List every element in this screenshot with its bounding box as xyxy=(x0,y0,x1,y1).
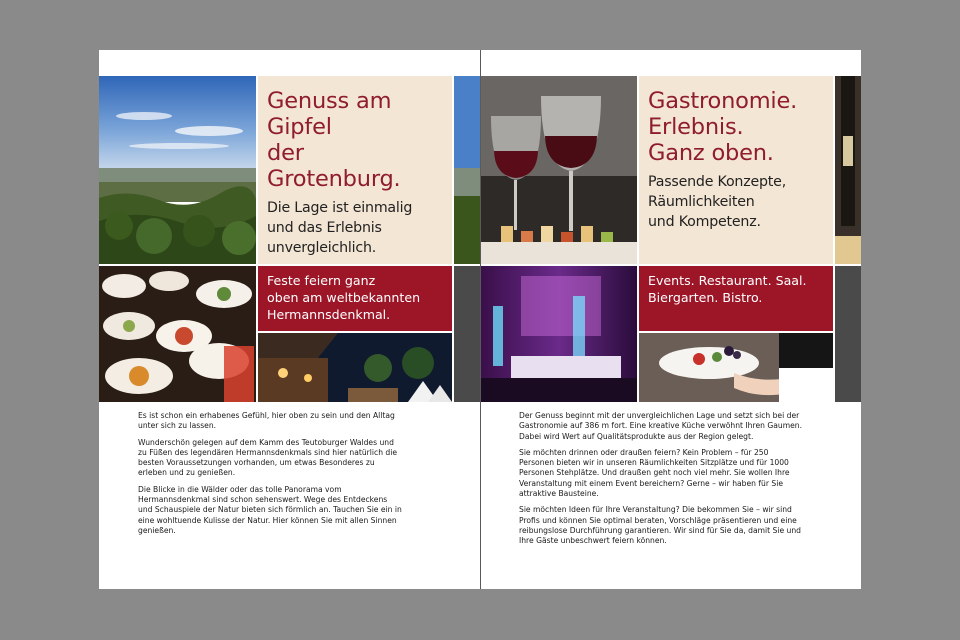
page-subheadline: Passende Konzepte, Räumlichkeiten und Kompetenz. xyxy=(648,174,787,230)
brochure-page-left xyxy=(99,50,480,589)
left-body-text xyxy=(138,411,402,542)
paragraph: Der Genuss beginnt mit der unvergleichlichen Lage und setzt sich bei der Gastronomie auf 386 m fort. Eine kreative Küche verwöhnt Ihren Gaumen. Dabei wird Wert auf Qualitätsprodukte aus der Region gelegt. xyxy=(519,411,802,441)
gray-accent-bar xyxy=(454,266,480,402)
brochure-page-right xyxy=(481,50,861,589)
waiter-serving-photo xyxy=(639,333,833,402)
paragraph: Es ist schon ein erhabenes Gefühl, hier oben zu sein und den Alltag unter sich zu lassen. xyxy=(138,411,395,431)
event-hall-photo xyxy=(481,266,637,402)
paragraph: Sie möchten Ideen für Ihre Veranstaltung? Die bekommen Sie – wir sind Profis und können Sie optimal beraten, Vorschläge präsentieren und eine reibungslose Durchführung garantieren. Wir sind für Sie da, damit Sie und Ihre Gäste unbeschwert feiern können. xyxy=(519,505,802,546)
headline-panel xyxy=(639,76,833,264)
red-callout-box: Events. Restaurant. Saal. Biergarten. Bistro. xyxy=(639,266,833,331)
wine-glasses-photo xyxy=(481,76,637,264)
wine-bottle-strip-photo xyxy=(835,76,861,264)
page-headline: Gastronomie. Erlebnis. Ganz oben. xyxy=(648,88,798,166)
panorama-landscape-photo xyxy=(99,76,256,264)
right-body-text xyxy=(519,411,803,553)
headline-panel xyxy=(258,76,452,264)
paragraph: Sie möchten drinnen oder draußen feiern? Kein Problem – für 250 Personen bieten wir in unseren Räumlichkeiten Sitzplätze und für 1000 Personen Stehplätze. Und draußen geht noch viel mehr. Sie wollen Ihre Veranstaltung mit einem Event bereichern? Gerne – wir haben für Sie attraktive Bausteine. xyxy=(519,447,790,499)
buffet-food-photo xyxy=(99,266,256,402)
panorama-strip-photo xyxy=(454,76,480,264)
paragraph: Die Blicke in die Wälder oder das tolle Panorama vom Hermannsdenkmal sind schon sehenswert. Wege des Entdeckens und Schauspiele der Natur bieten sich förmlich an. Tauchen Sie ein in eine wohltuende Kulisse der Natur. Hier können Sie mit allen Sinnen genießen. xyxy=(138,484,402,535)
gray-accent-bar xyxy=(835,266,861,402)
page-headline: Genuss am Gipfel der Grotenburg. xyxy=(267,88,401,192)
night-terrace-photo xyxy=(258,333,452,402)
page-subheadline: Die Lage ist einmalig und das Erlebnis unvergleichlich. xyxy=(267,200,413,256)
paragraph: Wunderschön gelegen auf dem Kamm des Teutoburger Waldes und zu Füßen des legendären Hermannsdenkmals sind hier natürlich die besten Voraussetzungen vorhanden, um etwas Besonderes zu erleben und zu genießen. xyxy=(138,437,398,478)
red-callout-box: Feste feiern ganz oben am weltbekannten Hermannsdenkmal. xyxy=(258,266,452,331)
